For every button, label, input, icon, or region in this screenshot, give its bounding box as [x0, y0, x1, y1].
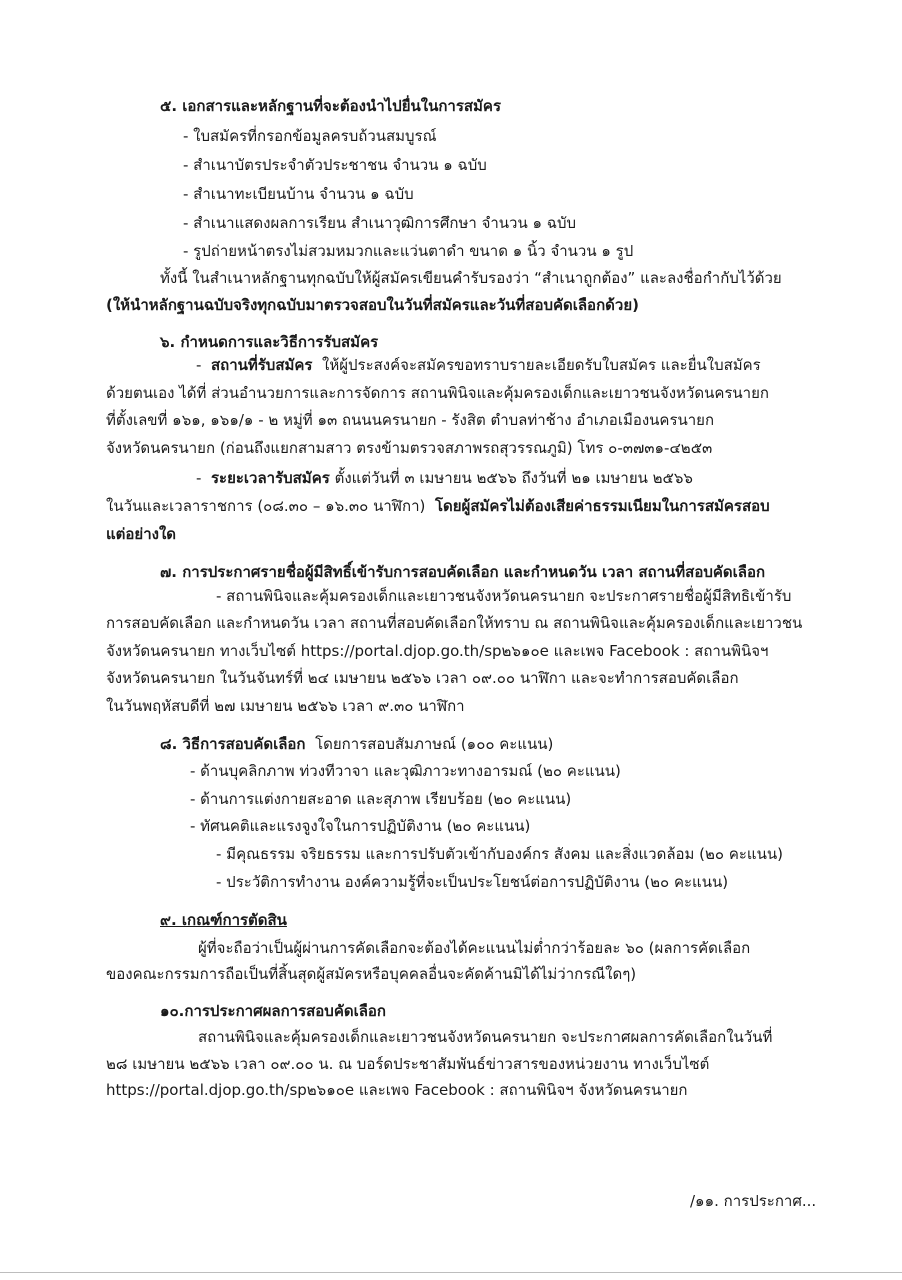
section-8-heading: ๘. วิธีการสอบคัดเลือก โดยการสอบสัมภาษณ์ (๑๐๐ คะแนน) [160, 735, 554, 753]
section-6-place-line: ที่ตั้งเลขที่ ๑๖๑, ๑๖๑/๑ - ๒ หมู่ที่ ๑๓ ถนนนครนายก - รังสิต ตำบลท่าช้าง อำเภอเมืองนครนายก [106, 411, 715, 429]
section-5-item: - สำเนาแสดงผลการเรียน สำเนาวุฒิการศึกษา จำนวน ๑ ฉบับ [183, 214, 577, 232]
section-8-item: - ด้านบุคลิกภาพ ท่วงทีวาจา และวุฒิภาวะทางอารมณ์ (๒๐ คะแนน) [190, 762, 621, 780]
section-10-line: สถานพินิจและคุ้มครองเด็กและเยาวชนจังหวัดนครนายก จะประกาศผลการคัดเลือกในวันที่ [198, 1028, 773, 1046]
section-7-line: ในวันพฤหัสบดีที่ ๒๗ เมษายน ๒๕๖๖ เวลา ๙.๓๐ นาฬิกา [106, 697, 465, 715]
section-7-heading: ๗. การประกาศรายชื่อผู้มีสิทธิ์เข้ารับการสอบคัดเลือก และกำหนดวัน เวลา สถานที่สอบคัดเลือก [160, 563, 766, 581]
section-5-heading: ๕. เอกสารและหลักฐานที่จะต้องนำไปยื่นในการสมัคร [160, 97, 502, 115]
period-label: ระยะเวลารับสมัคร [210, 469, 330, 487]
section-6-place-line: จังหวัดนครนายก (ก่อนถึงแยกสามสาว ตรงข้ามตรวจสภาพรถสุวรรณภูมิ) โทร ๐-๓๗๓๑-๔๒๕๓ [106, 439, 713, 457]
section-7-line: การสอบคัดเลือก และกำหนดวัน เวลา สถานที่สอบคัดเลือกให้ทราบ ณ สถานพินิจและคุ้มครองเด็กและเยาวชน [106, 614, 803, 632]
page-continuation: /๑๑. การประกาศ... [690, 1192, 817, 1210]
page-bottom-edge [0, 1272, 902, 1273]
section-5-note: ทั้งนี้ ในสำเนาหลักฐานทุกฉบับให้ผู้สมัครเขียนคำรับรองว่า “สำเนาถูกต้อง” และลงชื่อกำกับไว้ด้วย [160, 269, 782, 287]
section-10-line: ๒๘ เมษายน ๒๕๖๖ เวลา ๐๙.๐๐ น. ณ บอร์ดประชาสัมพันธ์ข่าวสารของหน่วยงาน ทางเว็บไซต์ [106, 1055, 710, 1073]
section-6-heading: ๖. กำหนดการและวิธีการรับสมัคร [160, 333, 379, 351]
section-9-heading: ๙. เกณฑ์การตัดสิน [160, 911, 287, 929]
section-6-place-line: ด้วยตนเอง ได้ที่ ส่วนอำนวยการและการจัดการ สถานพินิจและคุ้มครองเด็กและเยาวชนจังหวัดนครนายก [106, 384, 769, 402]
section-6-period-line: แต่อย่างใด [106, 525, 177, 543]
section-8-subitem: - มีคุณธรรม จริยธรรม และการปรับตัวเข้ากับองค์กร สังคม และสิ่งแวดล้อม (๒๐ คะแนน) [216, 845, 783, 863]
place-label: สถานที่รับสมัคร [210, 356, 313, 374]
section-5-item: - รูปถ่ายหน้าตรงไม่สวมหมวกและแว่นตาดำ ขนาด ๑ นิ้ว จำนวน ๑ รูป [183, 242, 634, 260]
section-7-line: จังหวัดนครนายก ในวันจันทร์ที่ ๒๔ เมษายน ๒๕๖๖ เวลา ๐๙.๐๐ นาฬิกา และจะทำการสอบคัดเลือก [106, 669, 739, 687]
section-8-item: - ด้านการแต่งกายสะอาด และสุภาพ เรียบร้อย (๒๐ คะแนน) [190, 790, 572, 808]
section-10-heading: ๑๐.การประกาศผลการสอบคัดเลือก [160, 1002, 387, 1020]
section-5-note-bold: (ให้นำหลักฐานฉบับจริงทุกฉบับมาตรวจสอบในวันที่สมัครและวันที่สอบคัดเลือกด้วย) [106, 296, 639, 314]
section-5-item: - สำเนาทะเบียนบ้าน จำนวน ๑ ฉบับ [183, 185, 414, 203]
section-7-line: - สถานพินิจและคุ้มครองเด็กและเยาวชนจังหวัดนครนายก จะประกาศรายชื่อผู้มีสิทธิเข้ารับ [216, 587, 792, 605]
section-8-item: - ทัศนคติและแรงจูงใจในการปฏิบัติงาน (๒๐ คะแนน) [190, 817, 531, 835]
section-5-item: - สำเนาบัตรประจำตัวประชาชน จำนวน ๑ ฉบับ [183, 156, 487, 174]
section-5-item: - ใบสมัครที่กรอกข้อมูลครบถ้วนสมบูรณ์ [183, 127, 437, 145]
section-6-period-line: ในวันและเวลาราชการ (๐๘.๓๐ – ๑๖.๓๐ นาฬิกา) โดยผู้สมัครไม่ต้องเสียค่าธรรมเนียมในการสมัครสอบ [106, 497, 770, 515]
section-10-line: https://portal.djop.go.th/sp๒๖๑๐e และเพจ Facebook : สถานพินิจฯ จังหวัดนครนายก [106, 1081, 688, 1099]
section-8-subitem: - ประวัติการทำงาน องค์ความรู้ที่จะเป็นประโยชน์ต่อการปฏิบัติงาน (๒๐ คะแนน) [216, 873, 729, 891]
section-6-place-line: - สถานที่รับสมัคร ให้ผู้ประสงค์จะสมัครขอทราบรายละเอียดรับใบสมัคร และยื่นใบสมัคร [196, 356, 761, 374]
fee-note: โดยผู้สมัครไม่ต้องเสียค่าธรรมเนียมในการสมัครสอบ [434, 497, 770, 515]
section-9-line: ผู้ที่จะถือว่าเป็นผู้ผ่านการคัดเลือกจะต้องได้คะแนนไม่ต่ำกว่าร้อยละ ๖๐ (ผลการคัดเลือก [198, 939, 751, 957]
section-7-line: จังหวัดนครนายก ทางเว็บไซต์ https://portal.djop.go.th/sp๒๖๑๐e และเพจ Facebook : สถานพินิจฯ [106, 642, 769, 660]
section-9-line: ของคณะกรรมการถือเป็นที่สิ้นสุดผู้สมัครหรือบุคคลอื่นจะคัดค้านมิได้ไม่ว่ากรณีใดๆ) [106, 965, 637, 983]
section-6-period-line: - ระยะเวลารับสมัคร ตั้งแต่วันที่ ๓ เมษายน ๒๕๖๖ ถึงวันที่ ๒๑ เมษายน ๒๕๖๖ [196, 469, 693, 487]
